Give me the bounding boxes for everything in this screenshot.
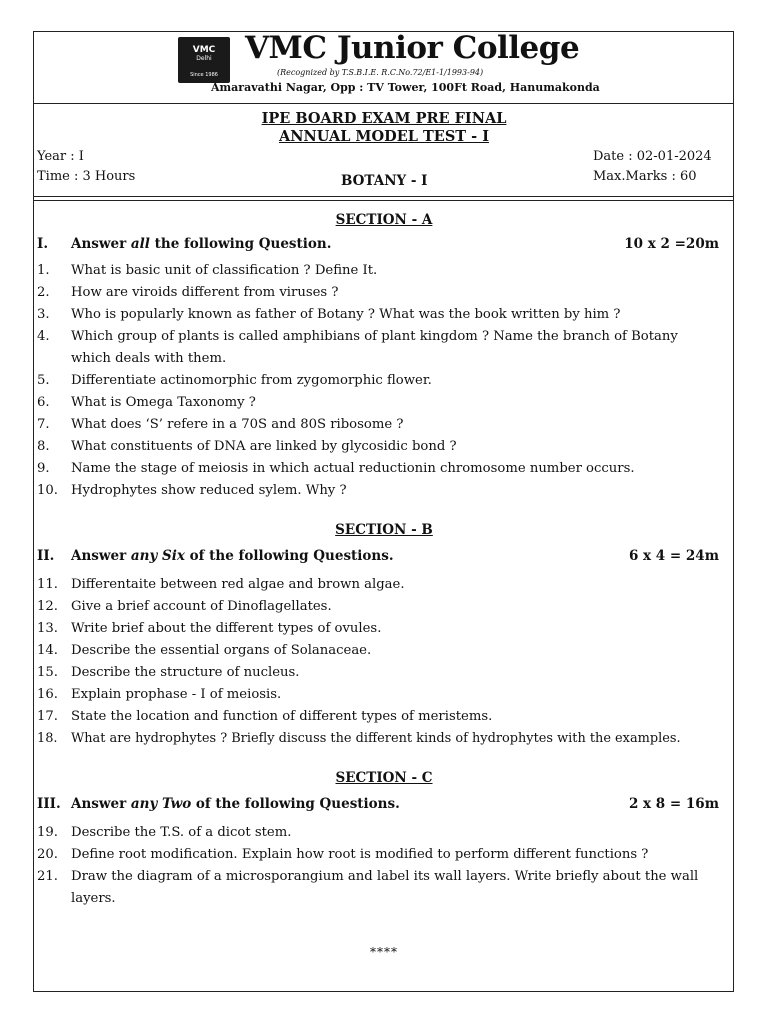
meta-divider-1	[33, 196, 734, 197]
date-label: Date : 02-01-2024	[593, 149, 712, 164]
college-name: VMC Junior College	[245, 30, 580, 66]
question: 17. State the location and function of different types of meristems.	[37, 709, 493, 724]
question: 14. Describe the essential organs of Solanaceae.	[37, 643, 372, 658]
question: 18. What are hydrophytes ? Briefly discuss the different kinds of hydrophytes with the examples.	[37, 731, 681, 746]
question: 16. Explain prophase - I of meiosis.	[37, 687, 282, 702]
question: 20. Define root modification. Explain how root is modified to perform different functions ?	[37, 847, 649, 862]
exam-title: IPE BOARD EXAM PRE FINAL	[261, 110, 507, 127]
question: 7. What does ‘S’ refere in a 70S and 80S ribosome ?	[37, 417, 404, 432]
logo-text: VMC	[192, 45, 216, 55]
college-address: Amaravathi Nagar, Opp : TV Tower, 100Ft Road, Hanumakonda	[211, 81, 600, 94]
meta-divider-2	[33, 200, 734, 201]
question: 21. Draw the diagram of a microsporangium and label its wall layers. Write briefly about the wall layers.	[37, 869, 699, 906]
section-c-marks: 2 x 8 = 16m	[628, 796, 719, 812]
year-label: Year : I	[37, 149, 84, 164]
end-marker: ****	[370, 945, 398, 959]
question: 9. Name the stage of meiosis in which actual reductionin chromosome number occurs.	[37, 461, 635, 476]
section-c-title: SECTION - C	[335, 770, 433, 786]
question: 11. Differentaite between red algae and brown algae.	[37, 577, 405, 592]
section-b-instruction: II. Answer any Six of the following Questions.	[37, 548, 394, 564]
section-a-title: SECTION - A	[335, 212, 433, 228]
exam-subtitle: ANNUAL MODEL TEST - I	[278, 128, 489, 145]
question: 19. Describe the T.S. of a dicot stem.	[37, 825, 292, 840]
question: 3. Who is popularly known as father of Botany ? What was the book written by him ?	[37, 307, 621, 322]
section-b-marks: 6 x 4 = 24m	[628, 548, 719, 564]
section-a-instruction: I. Answer all the following Question.	[37, 236, 332, 252]
subject-label: BOTANY - I	[341, 173, 428, 189]
question: 5. Differentiate actinomorphic from zygomorphic flower.	[37, 373, 432, 388]
section-a-marks: 10 x 2 =20m	[624, 236, 719, 252]
question: 4. Which group of plants is called amphibians of plant kingdom ? Name the branch of Botany which deals with them.	[37, 329, 678, 366]
max-marks-label: Max.Marks : 60	[593, 169, 697, 184]
question: 2. How are viroids different from viruses ?	[37, 285, 339, 300]
question: 1. What is basic unit of classification ? Define It.	[37, 263, 378, 278]
question: 12. Give a brief account of Dinoflagellates.	[37, 599, 332, 614]
section-c-instruction: III. Answer any Two of the following Questions.	[37, 796, 400, 812]
question: 13. Write brief about the different types of ovules.	[37, 621, 382, 636]
header-divider	[33, 103, 734, 104]
question: 8. What constituents of DNA are linked by glycosidic bond ?	[37, 439, 457, 454]
recognition-text: (Recognized by T.S.B.I.E. R.C.No.72/E1-1/1993-94)	[277, 68, 484, 77]
question: 6. What is Omega Taxonomy ?	[37, 395, 256, 410]
logo-subtext: Delhi	[196, 55, 212, 62]
section-b-title: SECTION - B	[335, 522, 433, 538]
logo-since: Since 1986	[190, 72, 218, 78]
question: 10. Hydrophytes show reduced sylem. Why ?	[37, 483, 347, 498]
question: 15. Describe the structure of nucleus.	[37, 665, 300, 680]
time-label: Time : 3 Hours	[37, 169, 136, 184]
college-logo	[178, 37, 230, 83]
